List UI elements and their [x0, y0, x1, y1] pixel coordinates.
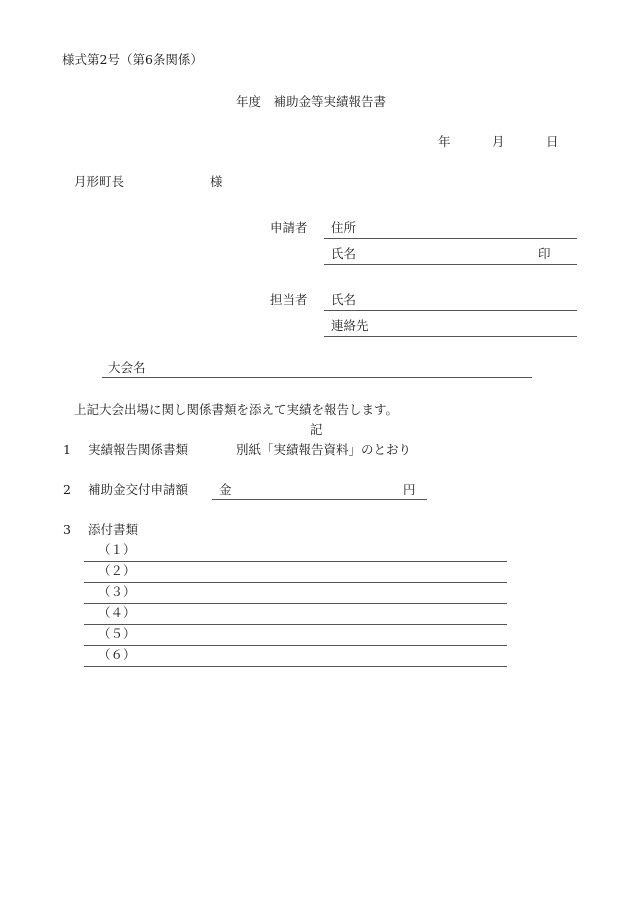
date-month-label: 月 [492, 134, 505, 149]
date-year-label: 年 [438, 134, 451, 149]
item-1-label: 実績報告関係書類 [88, 442, 189, 457]
attachment-3-line[interactable] [84, 603, 507, 604]
date-day-label: 日 [546, 134, 559, 149]
applicant-address-label: 住所 [331, 220, 357, 235]
addressee-name: 月形町長 [74, 174, 125, 189]
attachment-6-label: （６） [98, 647, 136, 662]
document-title: 年度 補助金等実績報告書 [236, 94, 387, 109]
contact-name-label: 氏名 [331, 292, 357, 307]
attachment-2-label: （２） [98, 563, 136, 578]
item-3-label: 添付書類 [88, 522, 139, 537]
item-2-number: 2 [63, 482, 71, 497]
attachment-5-label: （５） [98, 626, 136, 641]
attachment-2-line[interactable] [84, 582, 507, 583]
amount-prefix: 金 [219, 482, 232, 497]
contact-phone-line[interactable] [324, 336, 577, 337]
item-3-number: 3 [63, 522, 71, 537]
attachment-5-line[interactable] [84, 645, 507, 646]
contact-name-line[interactable] [324, 310, 577, 311]
event-name-label: 大会名 [108, 360, 146, 375]
contact-label: 担当者 [270, 292, 308, 307]
attachment-1-label: （１） [98, 542, 136, 557]
event-name-line[interactable] [102, 377, 532, 378]
item-2-label: 補助金交付申請額 [88, 482, 189, 497]
attachment-3-label: （３） [98, 584, 136, 599]
applicant-label: 申請者 [270, 220, 308, 235]
form-number: 様式第2号（第6条関係） [62, 52, 203, 67]
amount-line[interactable] [212, 499, 427, 500]
applicant-address-line[interactable] [324, 238, 577, 239]
attachment-4-line[interactable] [84, 624, 507, 625]
applicant-name-line[interactable] [324, 264, 577, 265]
applicant-name-label: 氏名 [331, 246, 357, 261]
item-1-value: 別紙「実績報告資料」のとおり [236, 442, 412, 457]
attachment-4-label: （４） [98, 605, 136, 620]
attachment-6-line[interactable] [84, 666, 507, 667]
statement-text: 上記大会出場に関し関係書類を添えて実績を報告します。 [74, 402, 399, 417]
ki-heading: 記 [310, 422, 323, 437]
amount-suffix: 円 [403, 482, 416, 497]
item-1-number: 1 [63, 442, 71, 457]
attachment-1-line[interactable] [84, 561, 507, 562]
addressee-honorific: 様 [210, 174, 223, 189]
contact-phone-label: 連絡先 [331, 318, 369, 333]
seal-mark: 印 [538, 246, 551, 261]
